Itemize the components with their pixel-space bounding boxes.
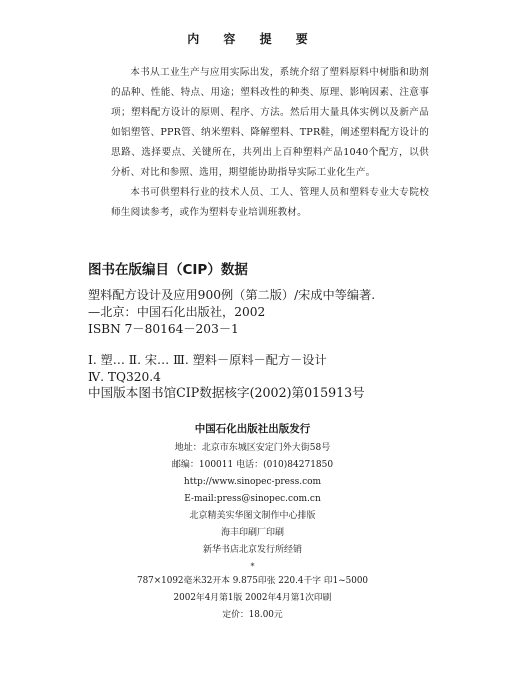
cip-record bbox=[88, 287, 448, 386]
separator-star: * bbox=[250, 562, 255, 571]
publisher-address: 地址：北京市东城区安定门外大街58号 bbox=[174, 443, 331, 453]
publisher-block bbox=[0, 421, 505, 624]
summary-title: 内 容 提 要 bbox=[187, 32, 318, 46]
cip-title-line: 塑料配方设计及应用900例（第二版）/宋成中等编著. bbox=[88, 288, 376, 302]
summary-paragraph: 本书可供塑料行业的技术人员、工人、管理人员和塑料专业大专院校师生阅读参考，或作为塑料专业培训班教材。 bbox=[111, 187, 429, 218]
cip-heading: 图书在版编目（CIP）数据 bbox=[88, 262, 248, 278]
printer-line: 海丰印刷厂印刷 bbox=[220, 528, 284, 538]
cip-isbn-line: ISBN 7－80164－203－1 bbox=[88, 322, 239, 336]
price-line: 定价：18.00元 bbox=[222, 610, 283, 620]
distributor-line: 新华书店北京发行所经销 bbox=[202, 545, 302, 555]
publisher-name: 中国石化出版社出版发行 bbox=[194, 423, 311, 435]
cip-subject-line: Ⅰ. 塑… Ⅱ. 宋… Ⅲ. 塑料－原料－配方－设计 bbox=[88, 353, 327, 367]
publisher-email: E-mail:press@sinopec.com.cn bbox=[184, 494, 321, 504]
cip-record-number: 中国版本图书馆CIP数据核字(2002)第015913号 bbox=[88, 385, 365, 400]
cip-classification-line: Ⅳ. TQ320.4 bbox=[88, 370, 161, 384]
summary-paragraph: 本书从工业生产与应用实际出发，系统介绍了塑料原料中树脂和助剂的品种、性能、特点、用途；塑料改性的种类、原理、影响因素、注意事项；塑料配方设计的原则、程序、方法。然后用大量具体实例以及新产品如铝塑管、PPR管、纳米塑料、降解塑料、TPR鞋，阐述塑料配方设计的思路、选择要点、关键所在，共列出上百种塑料产品1040个配方，以供分析、对比和参照、选用，期望能协助指导实际工业化生产。 bbox=[111, 67, 429, 178]
edition-info: 2002年4月第1版 2002年4月第1次印刷 bbox=[173, 593, 332, 603]
cip-publisher-line: —北京：中国石化出版社，2002 bbox=[88, 305, 266, 319]
publisher-contact: 邮编：100011 电话：(010)84271850 bbox=[171, 460, 334, 470]
format-specs: 787×1092毫米32开本 9.875印张 220.4千字 印1~5000 bbox=[136, 576, 369, 586]
typesetting-line: 北京精美实华图文制作中心排版 bbox=[189, 511, 316, 521]
summary-body bbox=[111, 63, 429, 223]
publisher-website: http://www.sinopec-press.com bbox=[183, 477, 322, 487]
